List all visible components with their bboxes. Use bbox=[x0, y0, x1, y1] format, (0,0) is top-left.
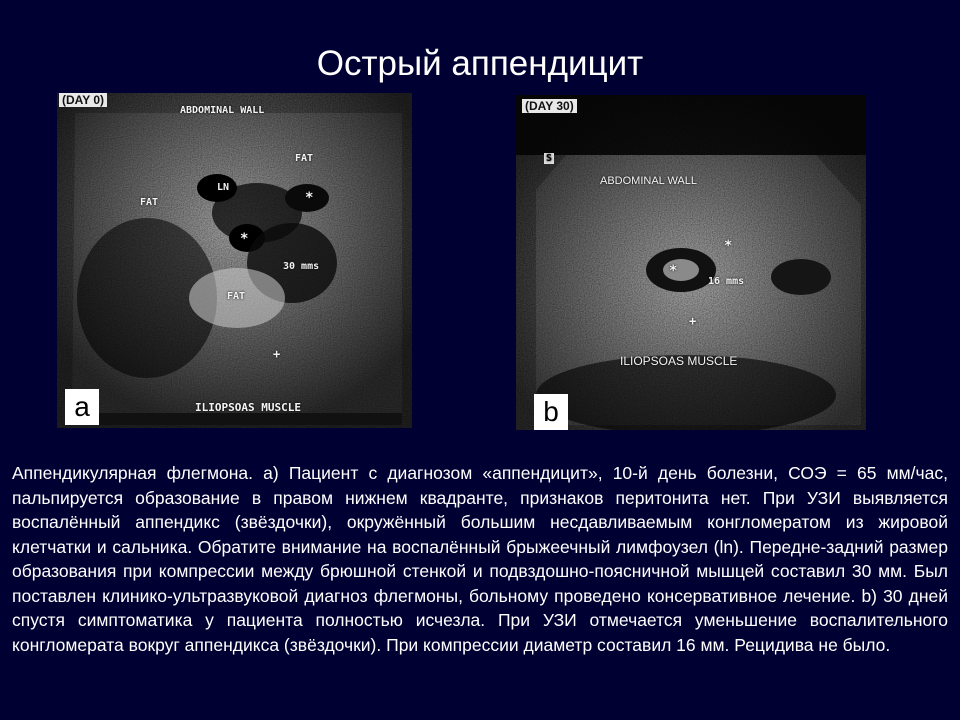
panel-letter-a: a bbox=[65, 389, 99, 425]
label-abdominal-wall-b: ABDOMINAL WALL bbox=[600, 175, 697, 187]
panel-letter-b: b bbox=[534, 394, 568, 430]
label-fat-top-a: FAT bbox=[295, 153, 314, 164]
day-label-a: (DAY 0) bbox=[59, 93, 107, 107]
label-ln-a: LN bbox=[217, 182, 230, 193]
label-abdominal-wall-a: ABDOMINAL WALL bbox=[180, 105, 265, 116]
ultrasound-scan-a-graphic bbox=[57, 93, 412, 428]
ultrasound-image-a bbox=[57, 93, 412, 428]
ultrasound-scan-b-graphic bbox=[516, 95, 866, 430]
label-star-1-a: * bbox=[305, 190, 314, 206]
label-star-1-b: * bbox=[724, 238, 733, 254]
caption-text: Аппендикулярная флегмона. a) Пациент с диагнозом «аппендицит», 10-й день болезни, СОЭ = 65 мм/час, пальпируется образование в правом нижнем квадранте, признаков перитонита нет. При УЗИ выявляется воспалённый аппендикс (звёздочки), окружённый большим несдавливаемым конгломератом из жировой клетчатки и сальника. Обратите внимание на воспалённый брыжеечный лимфоузел (ln). Передне-задний размер образования при компрессии между брюшной стенкой и подвздошно-поясничной мышцей составил 30 мм. Был поставлен клинико-ультразвуковой диагноз флегмоны, больному проведено консервативное лечение. b) 30 дней спустя симптоматика у пациента полностью исчезла. При УЗИ отмечается уменьшение воспалительного конгломерата вокруг аппендикса (звёздочки). При компрессии диаметр составил 16 мм. Рецидива не было. bbox=[12, 463, 948, 655]
label-fat-left-a: FAT bbox=[140, 197, 159, 208]
label-star-2-a: * bbox=[240, 231, 249, 247]
label-fat-bottom-a: FAT bbox=[227, 291, 246, 302]
label-muscle-a: ILIOPSOAS MUSCLE bbox=[195, 401, 301, 414]
label-star-2-b: * bbox=[669, 263, 678, 279]
label-measure-a: 30 mms bbox=[283, 261, 320, 272]
label-measure-b: 16 mms bbox=[708, 276, 745, 287]
day-label-b: (DAY 30) bbox=[522, 99, 577, 113]
label-muscle-b: ILIOPSOAS MUSCLE bbox=[620, 354, 738, 368]
slide-title: Острый аппендицит bbox=[316, 44, 644, 83]
measure-cursor-a: + bbox=[273, 347, 281, 361]
measure-cursor-b: + bbox=[689, 314, 697, 328]
ultrasound-image-b bbox=[516, 95, 866, 430]
marker-s-b: S bbox=[546, 153, 553, 164]
